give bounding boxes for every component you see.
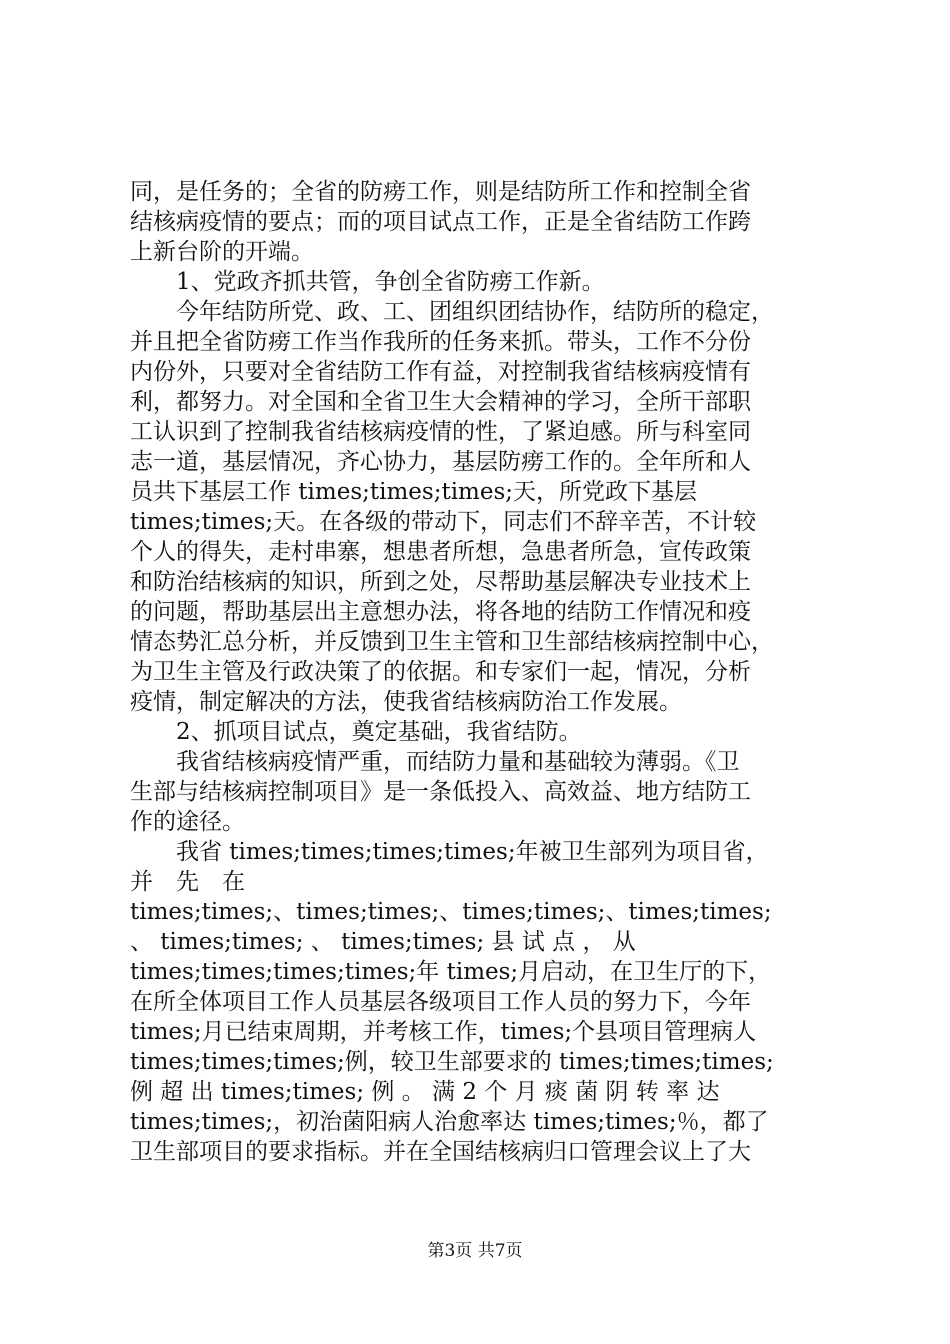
text-line: 情态势汇总分析，并反馈到卫生主管和卫生部结核病控制中心， <box>130 629 774 655</box>
text-line: 志一道，基层情况，齐心协力，基层防痨工作的。全年所和人 <box>130 449 751 475</box>
text-line: times;times;times;times;年 times;月启动，在卫生厅的下， <box>130 959 772 985</box>
section-heading: 1、党政齐抓共管，争创全省防痨工作新。 <box>130 269 605 295</box>
text-line: 例 超 出 times;times; 例 。 满 2 个 月 痰 菌 阴 转 率 达 <box>130 1079 720 1105</box>
text-line: 为卫生主管及行政决策了的依据。和专家们一起，情况，分析 <box>130 659 751 685</box>
text-line: 疫情，制定解决的方法，使我省结核病防治工作发展。 <box>130 689 682 715</box>
text-line: 同，是任务的；全省的防痨工作，则是结防所工作和控制全省 <box>130 179 751 205</box>
text-line: 今年结防所党、政、工、团组织团结协作，结防所的稳定， <box>130 299 774 325</box>
page-number: 第3页 共7页 <box>427 1241 523 1261</box>
text-line: 利，都努力。对全国和全省卫生大会精神的学习，全所干部职 <box>130 389 751 415</box>
section-heading: 2、抓项目试点，奠定基础，我省结防。 <box>130 719 582 745</box>
text-line: 内份外，只要对全省结防工作有益，对控制我省结核病疫情有 <box>130 359 751 385</box>
text-line: 上新台阶的开端。 <box>130 239 314 265</box>
text-line: 我省结核病疫情严重，而结防力量和基础较为薄弱。《卫 <box>130 749 740 775</box>
text-line: 卫生部项目的要求指标。并在全国结核病归口管理会议上了大 <box>130 1139 751 1165</box>
text-line: times;times;天。在各级的带动下，同志们不辞辛苦，不计较 <box>130 509 757 535</box>
text-line: 结核病疫情的要点；而的项目试点工作，正是全省结防工作跨 <box>130 209 751 235</box>
text-line: times;times;times;例，较卫生部要求的 times;times;times; <box>130 1049 774 1075</box>
text-line: 工认识到了控制我省结核病疫情的性，了紧迫感。所与科室同 <box>130 419 751 445</box>
text-line: 并 先 在 <box>130 869 245 895</box>
text-line: 作的途径。 <box>130 809 245 835</box>
text-line: 的问题，帮助基层出主意想办法，将各地的结防工作情况和疫 <box>130 599 751 625</box>
text-line: 和防治结核病的知识，所到之处，尽帮助基层解决专业技术上 <box>130 569 751 595</box>
body-text <box>130 177 830 1167</box>
text-line: times;times;，初治菌阳病人治愈率达 times;times;％，都了 <box>130 1109 769 1135</box>
text-line: times;times;、times;times;、times;times;、times;times; <box>130 899 772 925</box>
text-line: times;月已结束周期，并考核工作，times;个县项目管理病人 <box>130 1019 757 1045</box>
text-line: 并且把全省防痨工作当作我所的任务来抓。带头，工作不分份 <box>130 329 751 355</box>
text-line: 在所全体项目工作人员基层各级项目工作人员的努力下，今年 <box>130 989 751 1015</box>
text-line: 、 times;times; 、 times;times; 县 试 点 ， 从 <box>130 929 636 955</box>
text-line: 我省 times;times;times;times;年被卫生部列为项目省， <box>130 839 769 865</box>
text-line: 个人的得失，走村串寨，想患者所想，急患者所急，宣传政策 <box>130 539 751 565</box>
text-line: 员共下基层工作 times;times;times;天，所党政下基层 <box>130 479 698 505</box>
text-line: 生部与结核病控制项目》是一条低投入、高效益、地方结防工 <box>130 779 751 805</box>
